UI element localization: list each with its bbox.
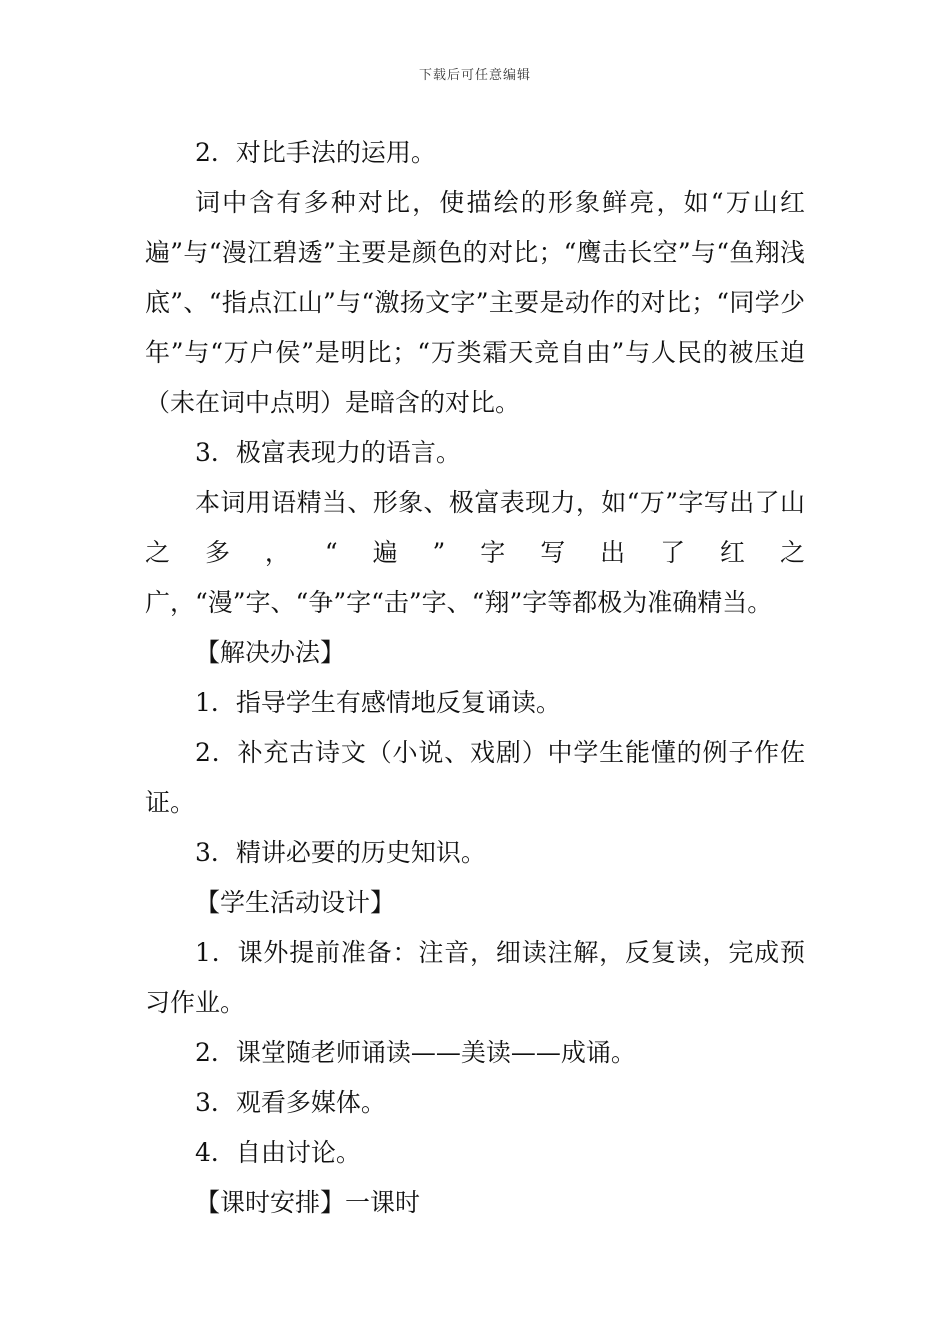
paragraph-language-body: 本词用语精当、形象、极富表现力，如“万”字写出了山之多，“遍”字写出了红之广，“漫”字、“争”字“击”字、“翔”字等都极为准确精当。 <box>145 488 805 617</box>
document-body <box>145 128 805 1228</box>
solution-item-1: 1．指导学生有感情地反复诵读。 <box>195 688 561 717</box>
header-note: 下载后可任意编辑 <box>418 68 531 83</box>
section-schedule: 【课时安排】一课时 <box>195 1188 421 1217</box>
activity-item-4: 4．自由讨论。 <box>195 1138 361 1167</box>
solution-item-2: 2．补充古诗文（小说、戏剧）中学生能懂的例子作佐证。 <box>145 738 805 817</box>
section-activity-title: 【学生活动设计】 <box>195 888 396 917</box>
activity-item-2: 2．课堂随老师诵读——美读——成诵。 <box>195 1038 636 1067</box>
paragraph-contrast-body: 词中含有多种对比，使描绘的形象鲜亮，如“万山红遍”与“漫江碧透”主要是颜色的对比；“鹰击长空”与“鱼翔浅底”、“指点江山”与“激扬文字”主要是动作的对比；“同学少年”与“万户侯”是明比；“万类霜天竞自由”与人民的被压迫（未在词中点明）是暗含的对比。 <box>145 188 805 417</box>
activity-item-1: 1．课外提前准备：注音，细读注解，反复读，完成预习作业。 <box>145 938 805 1017</box>
paragraph-contrast-heading: 2．对比手法的运用。 <box>195 138 436 167</box>
paragraph-language-heading: 3．极富表现力的语言。 <box>195 438 461 467</box>
activity-item-3: 3．观看多媒体。 <box>195 1088 386 1117</box>
solution-item-3: 3．精讲必要的历史知识。 <box>195 838 486 867</box>
section-solution-title: 【解决办法】 <box>195 638 346 667</box>
